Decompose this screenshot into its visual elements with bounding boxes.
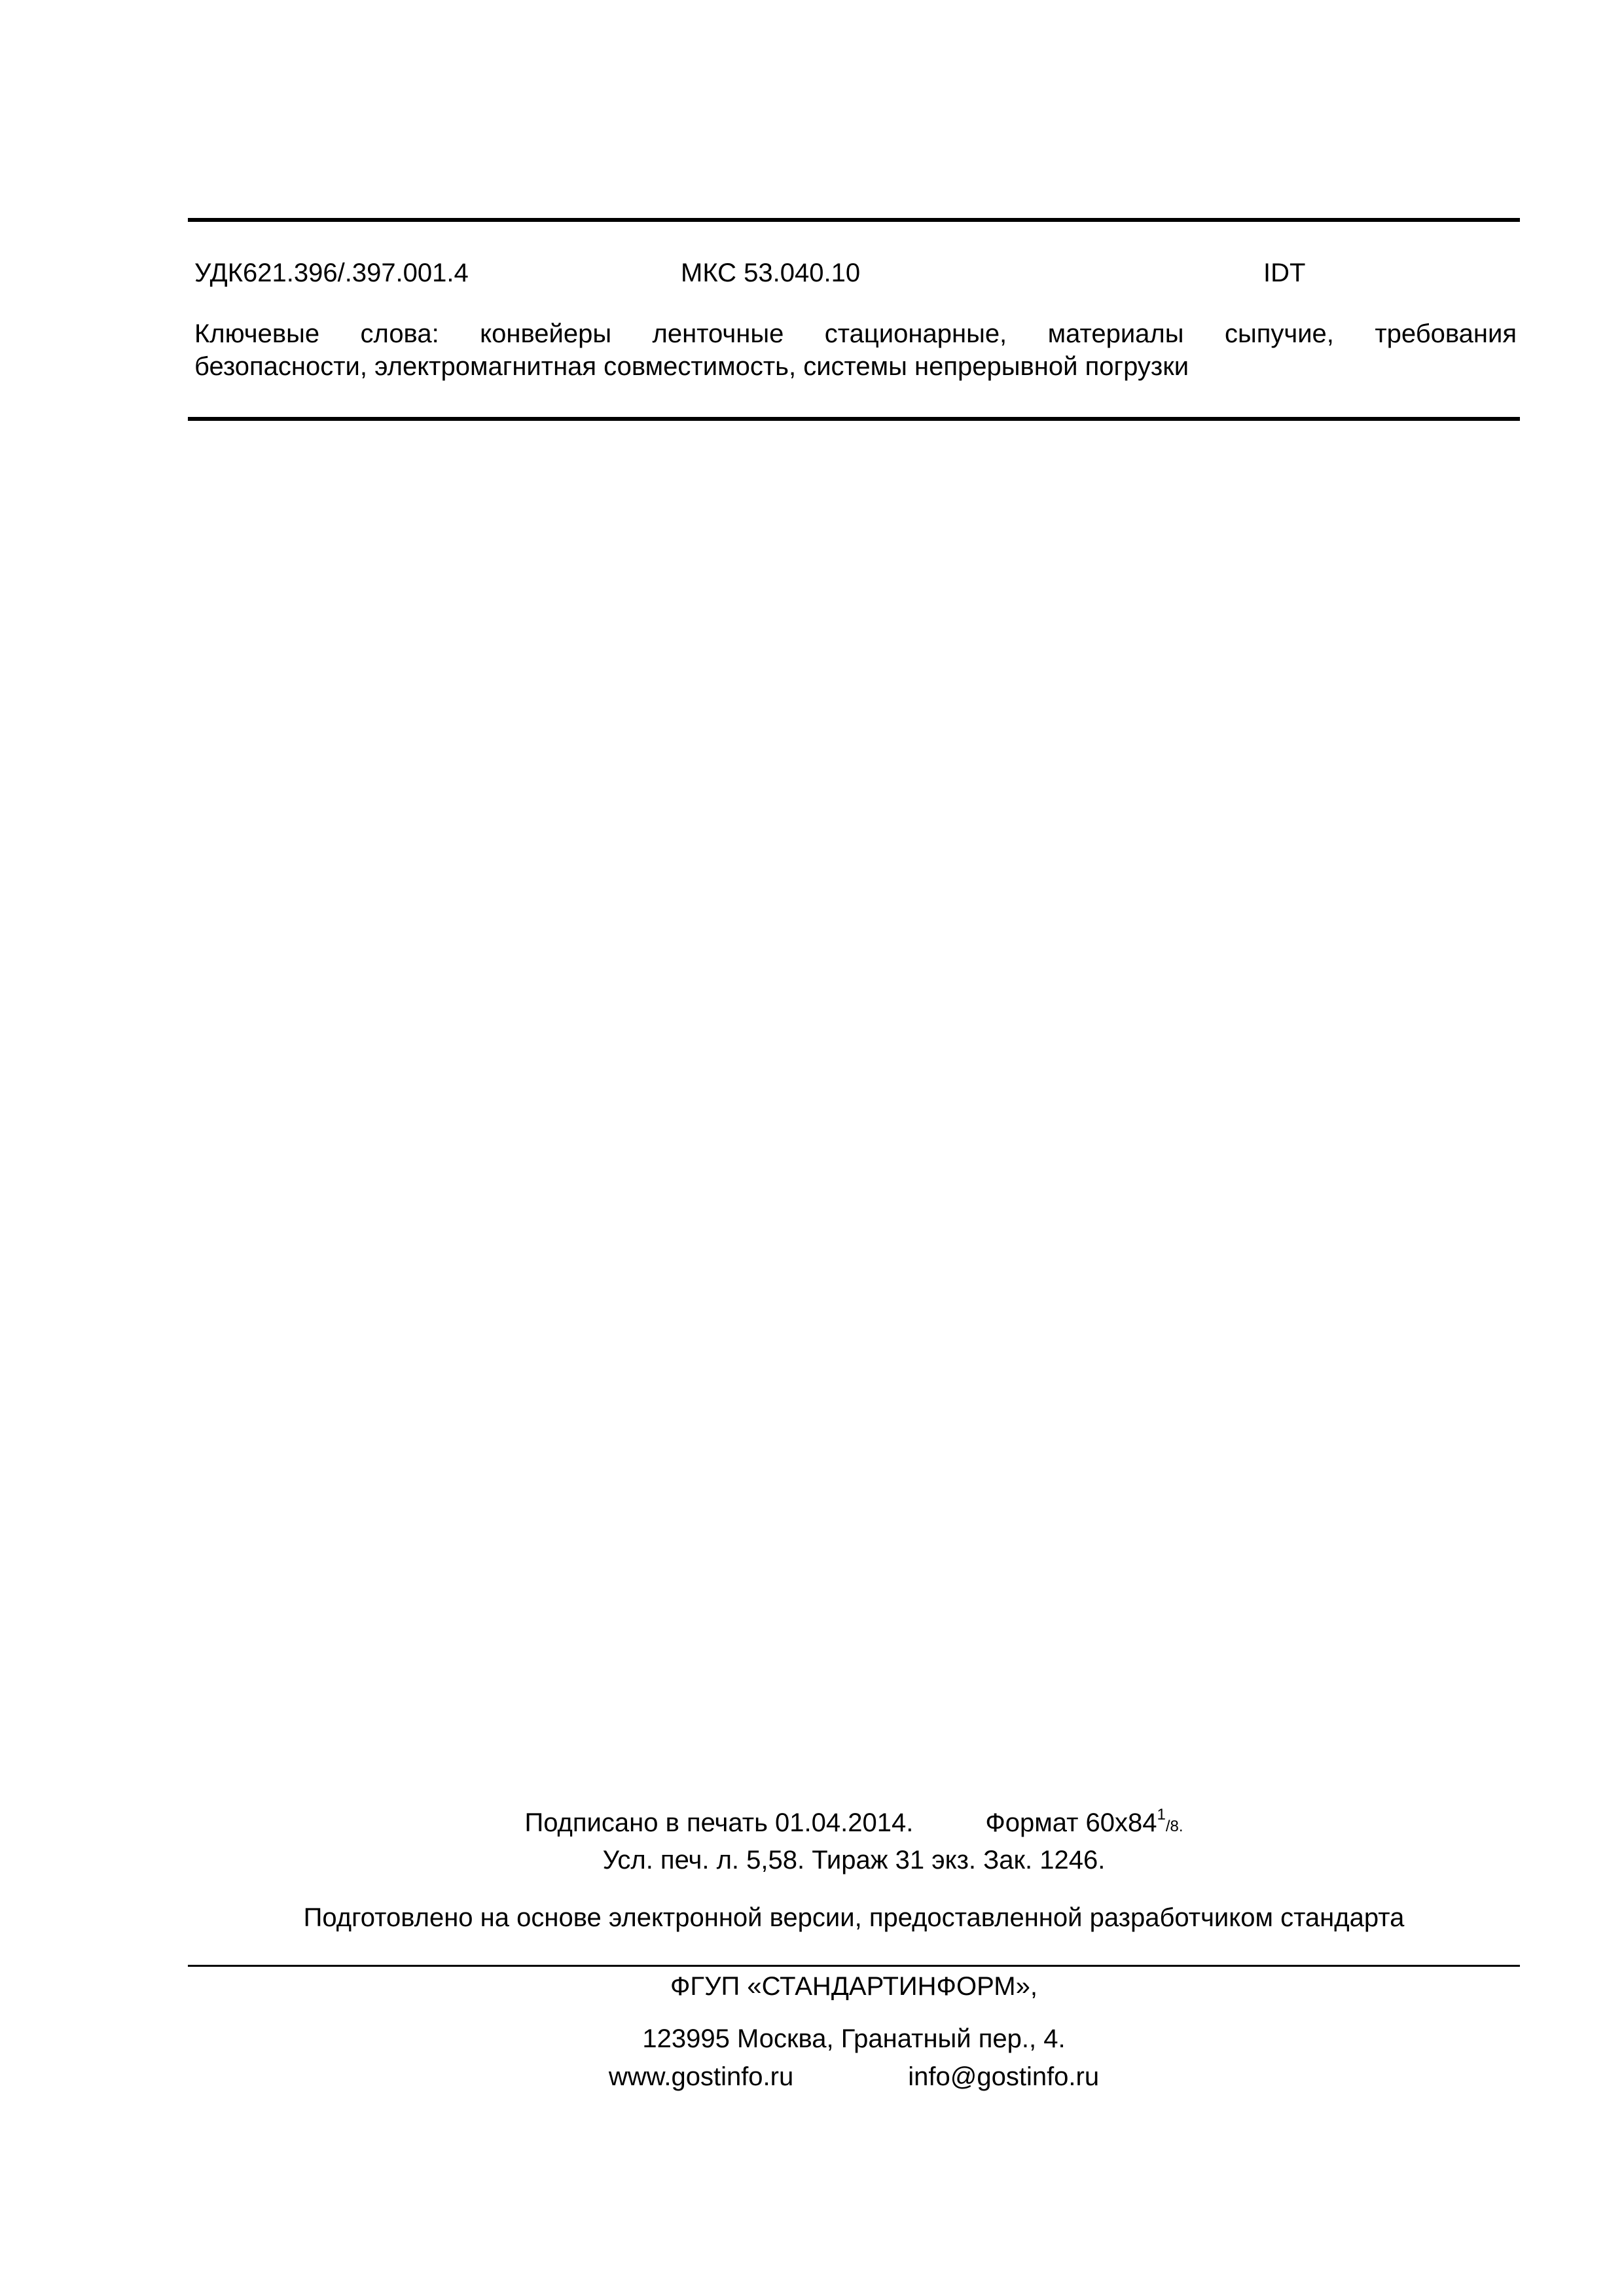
publisher-contacts — [188, 2060, 1520, 2093]
correspondence-degree: IDT — [1263, 259, 1306, 287]
format-fraction-numerator: 1 — [1157, 1806, 1166, 1823]
format-fraction-denominator: /8. — [1165, 1818, 1183, 1835]
prepared-note: Подготовлено на основе электронной версии, предоставленной разработчиком стандарта — [303, 1903, 1405, 1932]
signed-date: Подписано в печать 01.04.2014. — [524, 1808, 914, 1837]
publisher-website: www.gostinfo.ru — [608, 2062, 794, 2091]
keywords-line-2: безопасности, электромагнитная совместимость, системы непрерывной погрузки — [194, 352, 1189, 381]
keywords-bottom-rule — [188, 417, 1520, 421]
keywords-line-1: Ключевые слова: конвейеры ленточные стационарные, материалы сыпучие, требования — [194, 319, 1517, 348]
keywords-block — [194, 317, 1517, 383]
top-rule — [188, 218, 1520, 222]
signed-format-line — [188, 1806, 1520, 1843]
udk-code: УДК621.396/.397.001.4 — [194, 259, 469, 287]
classification-row — [194, 257, 1517, 289]
print-info-line: Усл. печ. л. 5,58. Тираж 31 экз. Зак. 1246. — [602, 1846, 1106, 1874]
publisher-address: 123995 Москва, Гранатный пер., 4. — [642, 2024, 1066, 2053]
publisher-email: info@gostinfo.ru — [908, 2062, 1100, 2091]
publisher-name: ФГУП «СТАНДАРТИНФОРМ», — [670, 1972, 1038, 2001]
format-label: Формат 60x84 — [985, 1808, 1157, 1837]
mks-code: МКС 53.040.10 — [681, 259, 861, 287]
